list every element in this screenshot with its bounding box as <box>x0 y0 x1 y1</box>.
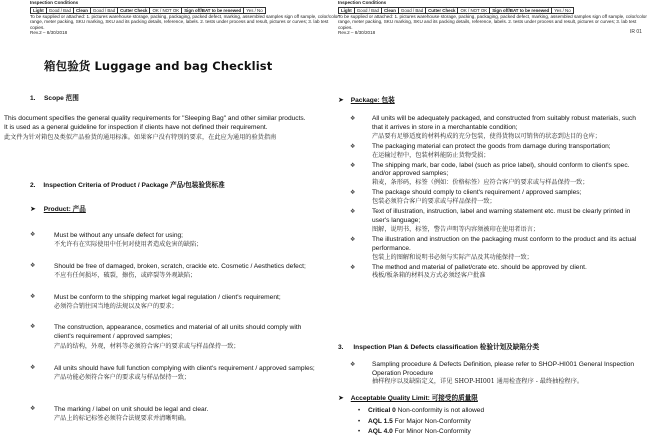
diamond-bullet-icon: ❖ <box>30 324 36 330</box>
section3-heading-row <box>338 343 638 352</box>
aql-item <box>358 427 638 438</box>
diamond-bullet-icon: ❖ <box>30 365 36 371</box>
product-subheading: Product: 产品 <box>43 206 86 213</box>
section-number: 2. <box>30 182 36 189</box>
item-text-en: The method and material of pallet/crate etc. should be approved by client. <box>372 263 587 271</box>
cell: Clean <box>73 7 90 13</box>
package-item <box>338 115 638 142</box>
item-text-cn: 产品上的标记标签必须符合法规要求并清晰明确。 <box>54 415 191 423</box>
cell: Good / Bad <box>354 7 381 13</box>
section-number: 3. <box>338 344 344 351</box>
item-text-en: The marking / label on unit should be legal and clear. <box>54 406 209 413</box>
scope-body <box>4 114 310 142</box>
arrow-icon: ➤ <box>338 395 344 402</box>
item-text-en: Must be without any unsafe defect for using; <box>54 232 184 239</box>
item-text-cn: 产品功能必须符合客户的要求或与样品保持一致； <box>54 374 191 382</box>
cell: Yes / No <box>244 7 265 13</box>
product-item <box>30 262 320 281</box>
item-text-cn: 产品的结构，外观，材料等必须符合客户的要求或与样品保持一致； <box>54 342 240 350</box>
aql-list <box>358 406 638 438</box>
section-heading-plan: Inspection Plan & Defects classification 检验计划及缺陷分类 <box>353 344 540 351</box>
document-title: 箱包验货 Luggage and bag Checklist <box>44 59 273 73</box>
cell: OK / NOT OK <box>458 7 490 13</box>
diamond-bullet-icon: ❖ <box>30 294 36 300</box>
item-text-en: The package should comply to client's requirement / approved samples; <box>372 189 582 197</box>
left-column <box>30 94 312 104</box>
aql-label: Critical 0 <box>367 407 396 414</box>
bullet-icon: • <box>358 429 361 436</box>
item-text-en: Sampling procedure & Defects Definition, please refer to SHOP-HI001 General Inspection Operation Procedure <box>372 361 635 377</box>
aql-item <box>358 417 638 428</box>
scope-text-en: This document specifies the general quality requirements for "Sleeping Bag" and other similar products. It is used as a general guideline for inspection if clients have not defined their requirement. <box>4 115 306 132</box>
package-list <box>338 115 638 281</box>
diamond-bullet-icon: ❖ <box>30 232 36 238</box>
strip-note: To be supplied or attached: 1. pictures warehouse storage, packing, packaging, packed defect, marking, assembled samples sign off sample, color/color range, meter packing, SKU marking, SKU and its packing details, reference, labels. 2. tests under process and result, pictures or curves; 3. lab test copies. <box>30 13 339 30</box>
item-text-en: The packaging material can protect the goods from damage during transportation; <box>372 142 611 150</box>
item-text-cn: 栈板/板条箱的材料及方式必须经客户批准 <box>372 272 486 280</box>
strip-note: To be supplied or attached: 1. pictures warehouse storage, packing, packaging, packed defect, marking, assembled samples sign off sample, color/color range, meter packing, SKU marking, SKU and its packing details, reference, labels. 2. tests under process and result, pictures or curves; 3. lab test copies. <box>338 13 647 30</box>
aql-text: Non-conformity is not allowed <box>395 407 485 414</box>
section-number: 1. <box>30 95 36 102</box>
aql-label: AQL 4.0 <box>367 428 393 436</box>
diamond-bullet-icon: ❖ <box>350 162 356 169</box>
cell: Sign off/BAT to be renewed <box>182 7 244 13</box>
package-item <box>338 208 638 235</box>
item-text-en: Text of illustration, instruction, label and warning statement etc. must be clearly printed in user's language; <box>372 208 631 224</box>
inspection-conditions-table <box>30 7 266 14</box>
product-item <box>30 293 320 312</box>
package-item <box>338 189 638 207</box>
item-text-cn: 必须符合销往国当地的法规以及客户的要求； <box>54 303 178 311</box>
aql-subheading: Acceptable Quality Limit: 可接受的质量限 <box>350 395 478 402</box>
section-heading-scope: Scope 范围 <box>44 95 79 102</box>
aql-subheading-row <box>338 394 638 403</box>
cell: OK / NOT OK <box>150 7 182 13</box>
diamond-bullet-icon: ❖ <box>30 263 36 269</box>
diamond-bullet-icon: ❖ <box>30 406 36 412</box>
bullet-icon: • <box>358 408 361 414</box>
diamond-bullet-icon: ❖ <box>350 116 356 122</box>
cell: Yes / No <box>552 7 573 13</box>
cell: Cutter Check <box>426 7 458 13</box>
item-text-cn: 在运输过程中，包装材料能防止货物受损； <box>372 151 490 159</box>
aql-text: For Minor Non-Conformity <box>392 428 471 436</box>
cell: Sign off/BAT to be renewed <box>490 7 552 13</box>
item-text-cn: 图解，说明书，标签，警告声明等内容须被印在使用者语言； <box>372 225 540 233</box>
product-item <box>30 231 320 250</box>
strip-caption: Inspection Conditions <box>338 0 387 5</box>
product-item <box>30 364 320 383</box>
criteria-heading-row <box>30 181 312 190</box>
arrow-icon: ➤ <box>30 206 36 213</box>
cell: Clean <box>381 7 398 13</box>
bullet-icon: • <box>358 418 361 425</box>
package-item <box>338 143 638 161</box>
package-item <box>338 162 638 189</box>
item-text-cn: 抽样程序以及缺陷定义，详见 SHOP-HI001 通用检查程序 - 最终抽检程序。 <box>372 378 584 386</box>
product-item <box>30 323 320 351</box>
item-text-cn: 箱麦，条形码，标签（例如：价格标签）应符合客户的要求或与样品保持一致； <box>372 179 589 187</box>
aql-item <box>358 406 638 417</box>
package-subheading-row <box>338 96 638 105</box>
section-heading-criteria: Inspection Criteria of Product / Package 产品/包装验货标准 <box>43 182 225 189</box>
item-text-cn: 包装上的图解和说明书必须与实际产品及其功能保持一致； <box>372 253 533 261</box>
header-strip-left <box>30 0 350 36</box>
strip-caption: Inspection Conditions <box>30 0 79 5</box>
cell: Light <box>339 7 355 13</box>
diamond-bullet-icon: ❖ <box>350 264 356 271</box>
item-text-en: The shipping mark, bar code, label (such as price label), should conform to client's spec. and/or approved samples; <box>372 161 630 178</box>
cell: Cutter Check <box>118 7 150 13</box>
package-item <box>338 264 638 282</box>
product-item <box>30 405 320 424</box>
diamond-bullet-icon: ❖ <box>350 362 356 368</box>
item-text-cn: 产品要有足够适度的材料构成的充分包装，使得货物以可销售的状态到达目的仓库； <box>372 132 601 140</box>
diamond-bullet-icon: ❖ <box>350 143 356 150</box>
item-text-cn: 不允许有在实际使用中任何对使用者造成危害的缺陷； <box>54 241 203 249</box>
package-subheading: Package: 包装 <box>350 97 395 104</box>
strip-rev: Rev.2 – 8/30/2018 <box>30 30 68 36</box>
item-text-en: All units will be adequately packaged, and constructed from suitably robust materials, such that it arrives in store in a merchantable condition; <box>372 115 636 131</box>
item-text-en: Should be free of damaged, broken, scratch, crackle etc. Cosmetic / Aesthetics defect; <box>54 263 306 270</box>
package-item <box>338 236 638 263</box>
item-text-en: The illustration and instruction on the packaging must conform to the product and its actual performance. <box>372 235 637 252</box>
aql-label: AQL 1.5 <box>367 417 393 425</box>
header-strip-right <box>338 0 656 36</box>
page-number: IR 01 <box>630 29 642 36</box>
strip-rev: Rev.2 – 8/30/2018 <box>338 30 376 36</box>
cell: Good / Bad <box>46 7 73 13</box>
diamond-bullet-icon: ❖ <box>350 236 356 243</box>
item-text-cn: 不应有任何损坏，破裂，擦伤，或碎裂等外观缺陷； <box>54 272 197 280</box>
cell: Good / Bad <box>90 7 117 13</box>
cell: Light <box>31 7 47 13</box>
scope-text-cn: 此文件为针对箱包及类似产品验货的通用标准。如果客户没有特别的要求，在此应为通用的验货指南 <box>4 133 277 141</box>
arrow-icon: ➤ <box>338 97 344 104</box>
item-text-en: The construction, appearance, cosmetics and material of all units should comply with client's requirement / approved samples; <box>54 324 302 341</box>
inspection-conditions-table <box>338 7 574 14</box>
product-subheading-row <box>30 205 312 214</box>
aql-text: For Major Non-Conformity <box>392 417 471 425</box>
diamond-bullet-icon: ❖ <box>350 209 356 216</box>
section3-item <box>338 361 638 387</box>
cell: Good / Bad <box>398 7 425 13</box>
item-text-cn: 包装必须符合客户的要求或与样品保持一致； <box>372 198 496 206</box>
diamond-bullet-icon: ❖ <box>350 190 356 197</box>
item-text-en: All units should have full function complying with client's requirement / approved samples; <box>54 365 315 372</box>
item-text-en: Must be conform to the shipping market legal regulation / client's requirement; <box>54 294 281 301</box>
